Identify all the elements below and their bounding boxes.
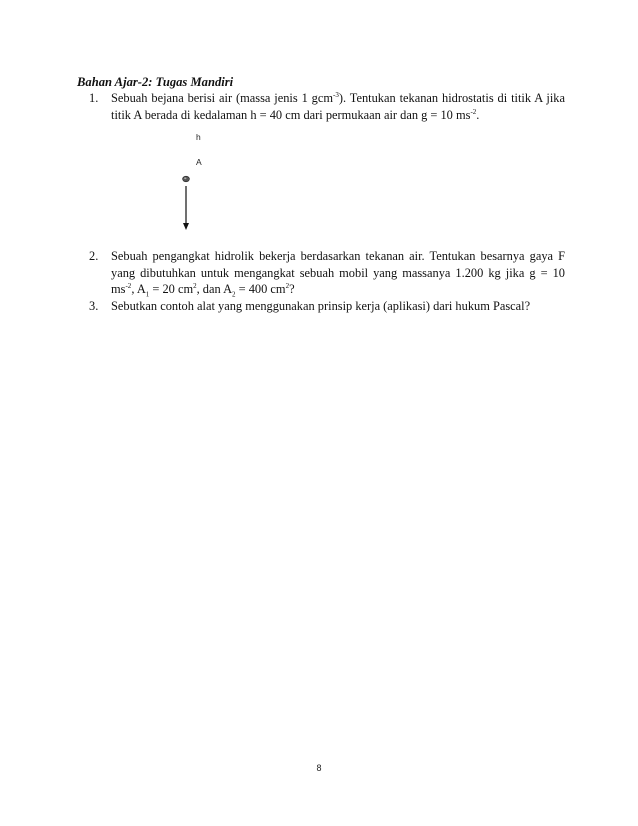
question-line — [111, 107, 565, 124]
superscript: -2 — [125, 281, 132, 290]
section-heading: Bahan Ajar-2: Tugas Mandiri — [77, 75, 234, 89]
question-item-3 — [89, 298, 565, 315]
text-span: . — [476, 107, 480, 122]
text-span: , dan A — [196, 282, 233, 296]
text-span: titik A berada di kedalaman h = 40 cm dari permukaan air dan g = 10 ms — [111, 107, 471, 122]
question-line: Sebutkan contoh alat yang menggunakan prinsip kerja (aplikasi) dari hukum Pascal? — [111, 299, 531, 313]
superscript: -3 — [333, 90, 339, 99]
page-number: 8 — [316, 763, 322, 773]
text-span: , A — [131, 282, 146, 296]
question-line: yang dibutuhkan untuk mengangkat sebuah mobil yang massanya 1.200 kg jika g = 10 — [111, 265, 565, 280]
question-line: Sebuah pengangkat hidrolik bekerja berdasarkan tekanan air. Tentukan besarnya gaya F — [111, 249, 565, 263]
text-span: = 400 cm — [235, 282, 286, 296]
subscript: 1 — [145, 290, 150, 299]
superscript: -2 — [470, 107, 477, 116]
superscript: 2 — [285, 281, 290, 290]
text-span: ? — [289, 282, 295, 296]
question-item-1 — [89, 90, 565, 123]
question-text — [111, 248, 565, 298]
superscript: 2 — [193, 281, 197, 290]
depth-diagram — [176, 170, 196, 232]
depth-arrow-head — [183, 223, 189, 230]
text-span: = 20 cm — [149, 282, 194, 296]
question-line — [111, 281, 565, 298]
subscript: 2 — [232, 290, 236, 299]
text-span: ms — [111, 282, 126, 296]
question-number: 1. — [89, 91, 99, 105]
depth-label-h: h — [196, 132, 201, 142]
question-text — [111, 298, 565, 315]
question-line — [111, 90, 565, 107]
text-span: ). Tentukan tekanan hidrostatis di titik A jika — [338, 91, 565, 105]
question-number: 2. — [89, 249, 99, 263]
point-a-highlight — [184, 177, 186, 179]
question-number: 3. — [89, 299, 99, 313]
text-span: Sebuah bejana berisi air (massa jenis 1 gcm — [111, 91, 334, 105]
point-label-a: A — [196, 157, 202, 167]
question-text — [111, 90, 565, 123]
question-item-2 — [89, 248, 565, 298]
